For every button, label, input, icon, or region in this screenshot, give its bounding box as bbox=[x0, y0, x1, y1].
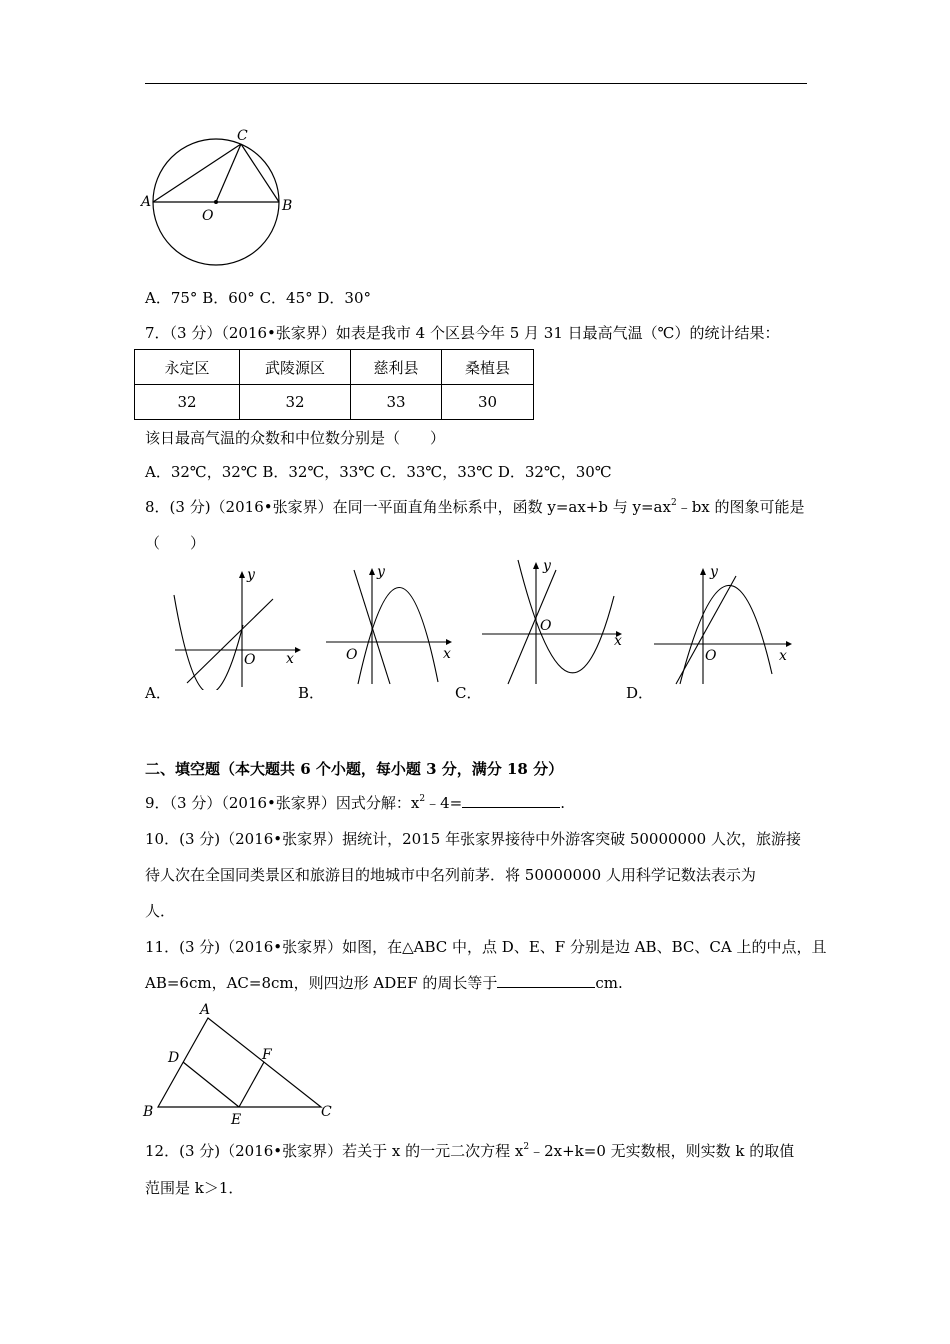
q8-option-d: D． bbox=[626, 684, 654, 702]
q7-question: 该日最高气温的众数和中位数分别是（ ） bbox=[145, 429, 446, 447]
q8-stem bbox=[145, 496, 805, 517]
table-cell: 32 bbox=[135, 385, 240, 420]
q8-stem-b: ﹣bx 的图象可能是 bbox=[676, 498, 805, 516]
table-row bbox=[135, 385, 534, 420]
q11-line1: 11．(3 分)（2016•张家界）如图，在△ABC 中，点 D、E、F 分别是边 AB、BC、CA 上的中点，且 bbox=[145, 938, 827, 956]
q8-exponent: 2 bbox=[670, 498, 677, 508]
q8-option-c: C． bbox=[455, 684, 482, 702]
q12-line1-a: 12．(3 分)（2016•张家界）若关于 x 的一元二次方程 x bbox=[145, 1142, 524, 1160]
chord-bc bbox=[241, 144, 279, 202]
label-b: B bbox=[282, 198, 293, 214]
q9-text bbox=[145, 792, 565, 813]
temperature-table bbox=[134, 349, 534, 420]
q12-line1 bbox=[145, 1140, 794, 1161]
q9-text-a: 9．（3 分）（2016•张家界）因式分解：x bbox=[145, 794, 420, 812]
q8-stem-a: 8．(3 分)（2016•张家界）在同一平面直角坐标系中，函数 y=ax+b 与 y=ax bbox=[145, 498, 671, 516]
graph-a bbox=[165, 565, 305, 690]
origin-label: O bbox=[346, 647, 358, 663]
table-cell: 桑植县 bbox=[442, 350, 534, 385]
table-cell: 武陵源区 bbox=[240, 350, 351, 385]
segment-de bbox=[183, 1062, 239, 1107]
graph-d bbox=[650, 562, 800, 687]
table-cell: 33 bbox=[351, 385, 442, 420]
q12-exponent: 2 bbox=[523, 1142, 530, 1152]
center-point bbox=[214, 200, 218, 204]
axis-y-label: y bbox=[710, 564, 718, 580]
q9-text-b: ﹣4= bbox=[425, 794, 463, 812]
q9-end: . bbox=[560, 794, 565, 812]
q6-options: A．75° B．60° C．45° D．30° bbox=[145, 289, 372, 307]
triangle-abc bbox=[158, 1018, 321, 1107]
q11-line2-a: AB=6cm，AC=8cm，则四边形 ADEF 的周长等于 bbox=[145, 974, 498, 992]
table-cell: 32 bbox=[240, 385, 351, 420]
table-cell: 慈利县 bbox=[351, 350, 442, 385]
graph-c bbox=[478, 556, 628, 686]
label-a: A bbox=[200, 1002, 211, 1018]
q7-options: A．32℃，32℃ B．32℃，33℃ C．33℃，33℃ D．32℃，30℃ bbox=[145, 463, 612, 481]
axis-x-label: x bbox=[779, 648, 787, 664]
q12-line2: 范围是 k＞1． bbox=[145, 1179, 244, 1197]
axis-y-label: y bbox=[377, 564, 385, 580]
q8-option-b: B． bbox=[298, 684, 325, 702]
q9-exponent: 2 bbox=[419, 794, 426, 804]
table-cell: 永定区 bbox=[135, 350, 240, 385]
q12-line1-b: ﹣2x+k=0 无实数根，则实数 k 的取值 bbox=[529, 1142, 795, 1160]
q10-line3: 人． bbox=[145, 902, 176, 920]
q11-answer-blank bbox=[497, 973, 595, 988]
q7-stem: 7．（3 分）（2016•张家界）如表是我市 4 个区县今年 5 月 31 日最高气温（℃）的统计结果： bbox=[145, 324, 780, 342]
q9-answer-blank bbox=[462, 793, 560, 808]
origin-label: O bbox=[705, 648, 717, 664]
q8-paren: （ ） bbox=[145, 534, 206, 552]
q11-line2 bbox=[145, 972, 623, 993]
label-e: E bbox=[231, 1112, 242, 1128]
q8-option-a: A． bbox=[145, 684, 171, 702]
label-a: A bbox=[141, 194, 152, 210]
label-c: C bbox=[321, 1104, 332, 1120]
header-rule bbox=[145, 83, 807, 84]
origin-label: O bbox=[540, 618, 552, 634]
label-f: F bbox=[262, 1047, 272, 1063]
q10-line2: 待人次在全国同类景区和旅游目的地城市中名列前茅．将 50000000 人用科学记数法表示为 bbox=[145, 866, 756, 884]
table-row bbox=[135, 350, 534, 385]
axis-x-label: x bbox=[286, 651, 294, 667]
segment-ef bbox=[239, 1062, 264, 1107]
circle-figure bbox=[138, 128, 298, 268]
label-b: B bbox=[143, 1104, 154, 1120]
label-c: C bbox=[237, 128, 248, 144]
axis-y-label: y bbox=[247, 567, 255, 583]
q11-line2-b: cm. bbox=[595, 974, 623, 992]
q10-line1: 10．(3 分)（2016•张家界）据统计，2015 年张家界接待中外游客突破 50000000 人次，旅游接 bbox=[145, 830, 801, 848]
label-o: O bbox=[202, 208, 214, 224]
graph-b bbox=[320, 562, 460, 687]
table-cell: 30 bbox=[442, 385, 534, 420]
origin-label: O bbox=[244, 652, 256, 668]
section-title: 二、填空题（本大题共 6 个小题，每小题 3 分，满分 18 分） bbox=[145, 760, 564, 778]
axis-x-label: x bbox=[443, 646, 451, 662]
label-d: D bbox=[168, 1050, 180, 1066]
triangle-figure bbox=[138, 1000, 338, 1128]
axis-x-label: x bbox=[614, 633, 622, 649]
chord-ac bbox=[153, 144, 241, 202]
axis-y-label: y bbox=[543, 558, 551, 574]
